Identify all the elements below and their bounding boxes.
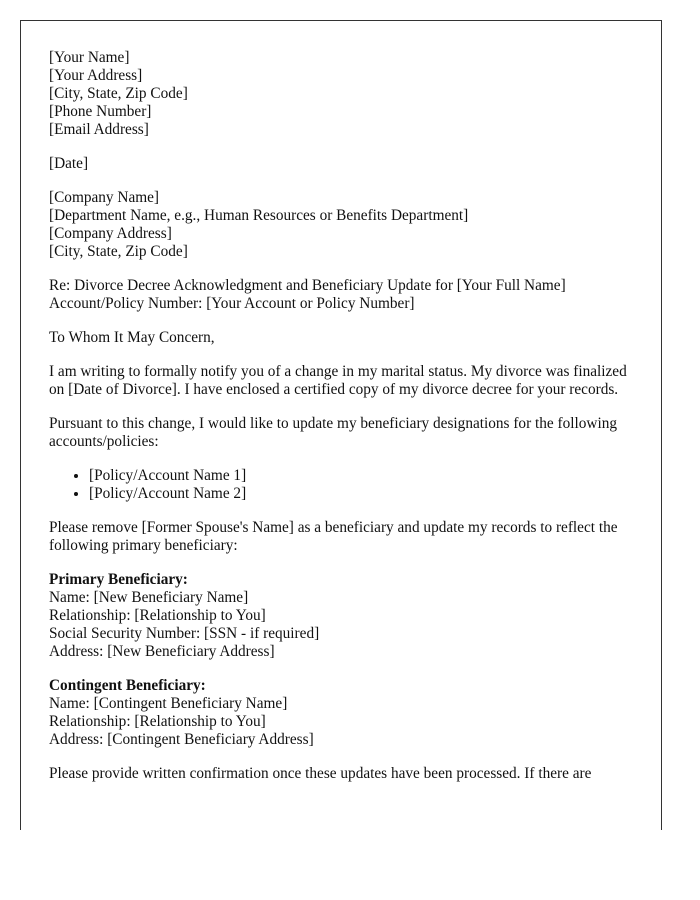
contingent-heading: Contingent Beneficiary:: [49, 677, 206, 694]
list-item: • [Policy/Account Name 2]: [89, 485, 632, 503]
paragraph-confirmation: Please provide written confirmation once these updates have been processed. If there are: [49, 765, 592, 782]
primary-ssn: Social Security Number: [SSN - if required]: [49, 625, 320, 642]
contingent-beneficiary-block: [49, 677, 632, 749]
contingent-address: Address: [Contingent Beneficiary Address]: [49, 731, 314, 748]
sender-phone: [Phone Number]: [49, 103, 152, 120]
sender-city: [City, State, Zip Code]: [49, 85, 188, 102]
recipient-company: [Company Name]: [49, 189, 160, 206]
policy-list: [49, 467, 632, 503]
subject-block: [49, 277, 632, 313]
paragraph-update: Pursuant to this change, I would like to update my beneficiary designations for the following accounts/policies:: [49, 415, 617, 450]
primary-name: Name: [New Beneficiary Name]: [49, 589, 249, 606]
account-number-line: Account/Policy Number: [Your Account or Policy Number]: [49, 295, 415, 312]
letter-page: [20, 20, 662, 830]
subject-line: Re: Divorce Decree Acknowledgment and Beneficiary Update for [Your Full Name]: [49, 277, 566, 294]
recipient-block: [49, 189, 632, 261]
list-item: • [Policy/Account Name 1]: [89, 467, 632, 485]
recipient-address: [Company Address]: [49, 225, 172, 242]
sender-block: [49, 49, 632, 139]
paragraph-notification: I am writing to formally notify you of a change in my marital status. My divorce was finalized on [Date of Divorce]. I have enclosed a certified copy of my divorce decree for your records.: [49, 363, 627, 398]
sender-email: [Email Address]: [49, 121, 149, 138]
paragraph-remove: Please remove [Former Spouse's Name] as a beneficiary and update my records to reflect the following primary beneficiary:: [49, 519, 618, 554]
primary-address: Address: [New Beneficiary Address]: [49, 643, 275, 660]
contingent-name: Name: [Contingent Beneficiary Name]: [49, 695, 288, 712]
date: [Date]: [49, 155, 89, 172]
recipient-department: [Department Name, e.g., Human Resources or Benefits Department]: [49, 207, 469, 224]
primary-beneficiary-block: [49, 571, 632, 661]
primary-heading: Primary Beneficiary:: [49, 571, 188, 588]
sender-name: [Your Name]: [49, 49, 130, 66]
salutation: To Whom It May Concern,: [49, 329, 215, 346]
primary-relationship: Relationship: [Relationship to You]: [49, 607, 266, 624]
contingent-relationship: Relationship: [Relationship to You]: [49, 713, 266, 730]
sender-address: [Your Address]: [49, 67, 143, 84]
recipient-city: [City, State, Zip Code]: [49, 243, 188, 260]
